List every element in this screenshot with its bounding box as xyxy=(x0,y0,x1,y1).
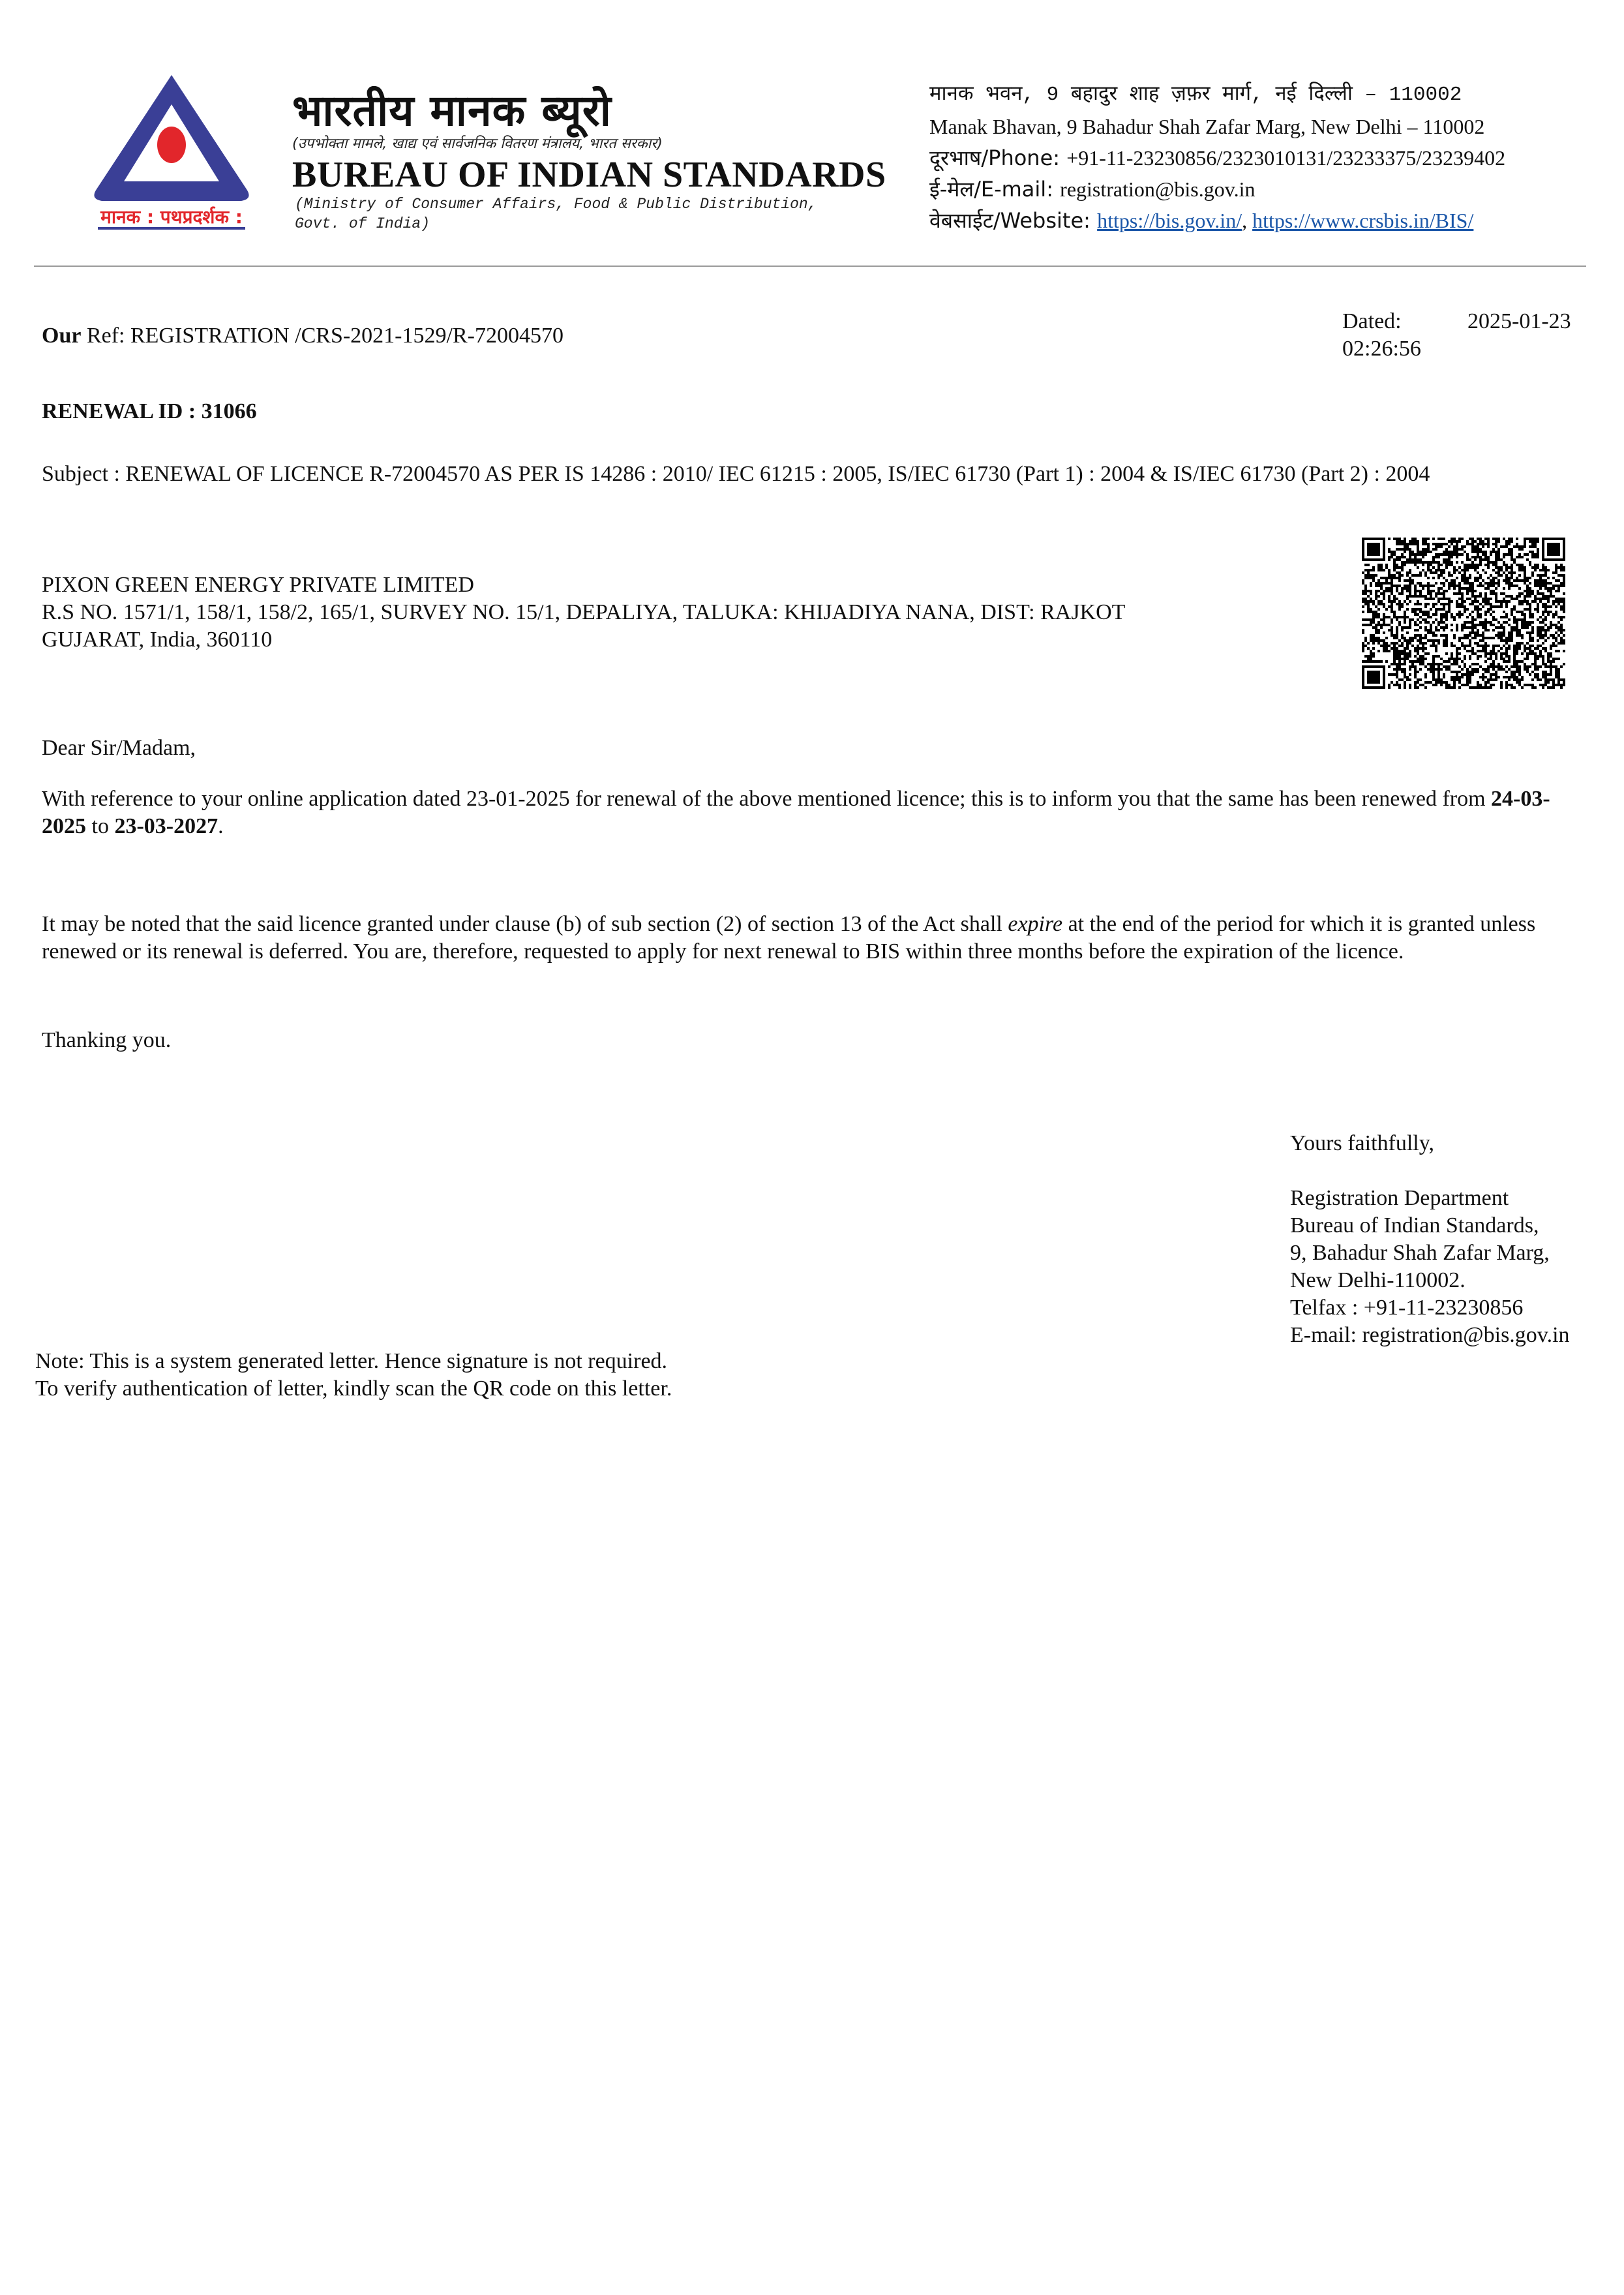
dated-date: 2025-01-23 xyxy=(1467,309,1571,333)
renewal-from-date: 24-03-2025 xyxy=(42,787,1550,838)
signatory-block xyxy=(1290,1185,1570,1349)
website-line xyxy=(929,205,1505,236)
renewal-to-date: 23-03-2027 xyxy=(114,814,218,838)
crsbis-website-link[interactable]: https://www.crsbis.in/BIS/ xyxy=(1252,209,1474,232)
paragraph-expiry-rest: at the end of the period for which it is granted unless renewed or its renewal is deferred. You are, therefore, requested to apply for next renewal to BIS within three months before the expiration of the licence. xyxy=(42,912,1536,964)
bureau-title-hindi: भारतीय मानक ब्यूरो xyxy=(292,85,612,136)
paragraph-expiry-text: It may be noted that the said licence granted under clause (b) of sub section (2) of section 13 of the Act shall xyxy=(42,912,1008,936)
paragraph-renewal-text: With reference to your online application dated 23-01-2025 for renewal of the above mentioned licence; this is to inform you that the same has been renewed from xyxy=(42,787,1492,811)
addressee-name: PIXON GREEN ENERGY PRIVATE LIMITED xyxy=(42,573,474,597)
dated-time: 02:26:56 xyxy=(1342,337,1421,361)
bureau-title-english: BUREAU OF INDIAN STANDARDS xyxy=(292,155,886,195)
signatory-line: Registration Department xyxy=(1290,1186,1509,1210)
ministry-hindi: (उपभोक्ता मामले, खाद्य एवं सार्वजनिक वितरण मंत्रालय, भारत सरकार) xyxy=(292,136,663,152)
ministry-english-line2: Govt. of India) xyxy=(295,215,430,232)
contact-block xyxy=(929,80,1505,236)
logo-tagline: मानक : पथप्रदर्शक : xyxy=(100,206,243,228)
header-divider xyxy=(34,266,1586,267)
salutation: Dear Sir/Madam, xyxy=(42,736,196,760)
reference-our: Our xyxy=(42,324,82,348)
renewal-id-text: RENEWAL ID : 31066 xyxy=(42,399,257,423)
expire-word: expire xyxy=(1008,912,1063,936)
phone-label: दूरभाष/Phone: xyxy=(929,145,1067,170)
address-english: Manak Bhavan, 9 Bahadur Shah Zafar Marg, New Delhi – 110002 xyxy=(929,115,1485,138)
ministry-english xyxy=(295,194,895,234)
signatory-line: Telfax : +91-11-23230856 xyxy=(1290,1296,1524,1320)
note-system-generated: Note: This is a system generated letter. Hence signature is not required. xyxy=(35,1349,668,1373)
phone-line xyxy=(929,142,1505,174)
reference-line xyxy=(42,322,564,350)
website-label: वेबसाईट/Website: xyxy=(929,208,1098,233)
signatory-line: E-mail: registration@bis.gov.in xyxy=(1290,1323,1570,1347)
ministry-english-line1: (Ministry of Consumer Affairs, Food & Public Distribution, xyxy=(295,196,817,213)
note-block xyxy=(35,1348,672,1403)
verification-qr-code[interactable] xyxy=(1362,538,1565,689)
website-separator: , xyxy=(1242,209,1253,232)
bis-website-link[interactable]: https://bis.gov.in/ xyxy=(1097,209,1242,232)
subject-line: Subject : RENEWAL OF LICENCE R-72004570 AS PER IS 14286 : 2010/ IEC 61215 : 2005, IS/IEC 61730 (Part 1) : 2004 & IS/IEC 61730 (Part 2) : 2004 xyxy=(42,462,1430,486)
signatory-line: 9, Bahadur Shah Zafar Marg, xyxy=(1290,1241,1550,1265)
addressee-line1: R.S NO. 1571/1, 158/1, 158/2, 165/1, SURVEY NO. 15/1, DEPALIYA, TALUKA: KHIJADIYA NANA, DIST: RAJKOT xyxy=(42,600,1126,624)
signatory-line: Bureau of Indian Standards, xyxy=(1290,1213,1539,1238)
note-verify-qr: To verify authentication of letter, kindly scan the QR code on this letter. xyxy=(35,1376,672,1401)
reference-number: Ref: REGISTRATION /CRS-2021-1529/R-72004570 xyxy=(81,324,564,348)
signatory-line: New Delhi-110002. xyxy=(1290,1268,1466,1292)
paragraph-renewal-to: to xyxy=(86,814,115,838)
thanks: Thanking you. xyxy=(42,1028,172,1052)
closing: Yours faithfully, xyxy=(1290,1131,1435,1155)
email-address: registration@bis.gov.in xyxy=(1060,177,1256,201)
addressee-line2: GUJARAT, India, 360110 xyxy=(42,628,273,652)
paragraph-expiry xyxy=(42,911,1587,965)
phone-numbers: +91-11-23230856/2323010131/23233375/23239402 xyxy=(1066,146,1506,170)
address-hindi: मानक भवन, 9 बहादुर शाह ज़फ़र मार्ग, नई दिल्ली – 110002 xyxy=(929,84,1462,106)
bis-logo xyxy=(83,72,260,235)
addressee-block xyxy=(42,571,1125,654)
paragraph-renewal xyxy=(42,785,1587,840)
paragraph-renewal-end: . xyxy=(218,814,224,838)
email-label: ई-मेल/E-mail: xyxy=(929,177,1060,202)
email-line xyxy=(929,174,1505,205)
dated-label: Dated: xyxy=(1342,309,1402,333)
renewal-id xyxy=(42,398,257,425)
